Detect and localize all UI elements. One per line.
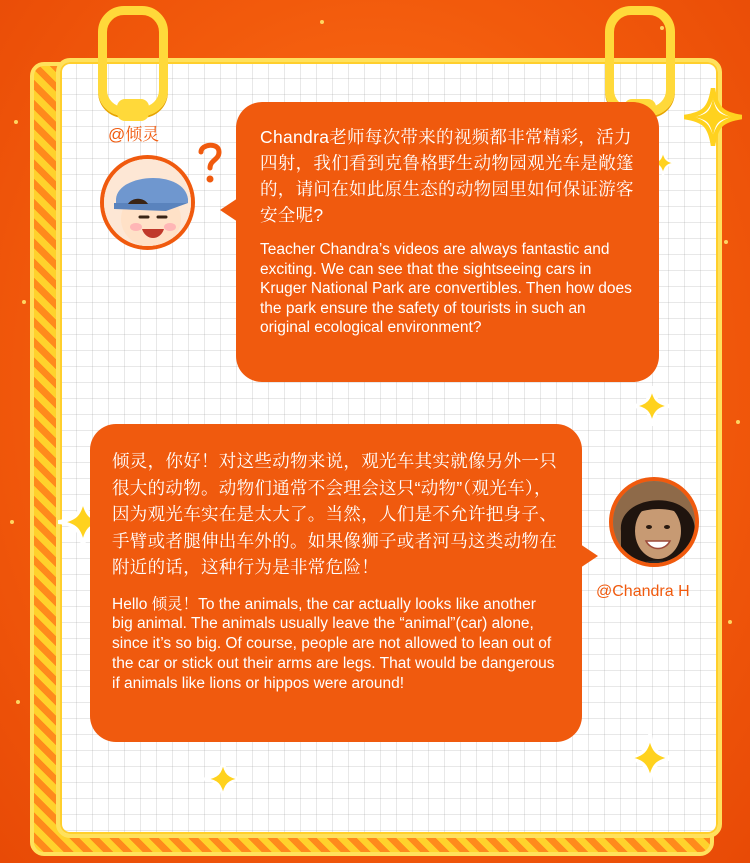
binder-ring-right	[605, 6, 675, 116]
answer-text-cn: 倾灵，你好！对这些动物来说，观光车其实就像另外一只很大的动物。动物们通常不会理会这只“动物”（观光车），因为观光车实在是太大了。当然，人们是不允许把身子、手臂或者腿伸出车外的。如果像狮子或者河马这类动物在附近的话，这种行为是非常危险！	[112, 451, 557, 577]
bubble-tail	[220, 198, 238, 222]
sparkle-icon	[626, 734, 674, 782]
question-mark-icon	[195, 140, 225, 186]
asker-handle: @倾灵	[108, 125, 160, 144]
answer-bubble	[90, 424, 582, 742]
sparkle-icon	[632, 386, 672, 426]
bubble-tail	[580, 544, 598, 568]
chandra-handle: @Chandra H	[596, 583, 690, 600]
sparkle-icon	[204, 760, 242, 798]
answer-text-en: Hello 倾灵！To the animals, the car actually looks like another big animal. The animals usually leave the “animal”(car) alone, since it’s so big. Of course, people are not allowed to lean out of the car or stick out their arms are legs. That would be dangerous if animals like lions or hippos were around!	[112, 595, 555, 692]
asker-avatar	[100, 155, 195, 250]
question-bubble	[236, 102, 659, 382]
chandra-avatar	[609, 477, 699, 567]
question-text-en: Teacher Chandra’s videos are always fantastic and exciting. We can see that the sightseeing cars in Kruger National Park are convertibles. Then how does the park ensure the safety of tourists in such an original ecological environment?	[260, 241, 632, 336]
binder-ring-left	[98, 6, 168, 116]
question-text-cn: Chandra老师每次带来的视频都非常精彩，活力四射，我们看到克鲁格野生动物园观光车是敞篷的，请问在如此原生态的动物园里如何保证游客安全呢?	[260, 127, 634, 225]
sparkle-icon	[684, 88, 742, 146]
